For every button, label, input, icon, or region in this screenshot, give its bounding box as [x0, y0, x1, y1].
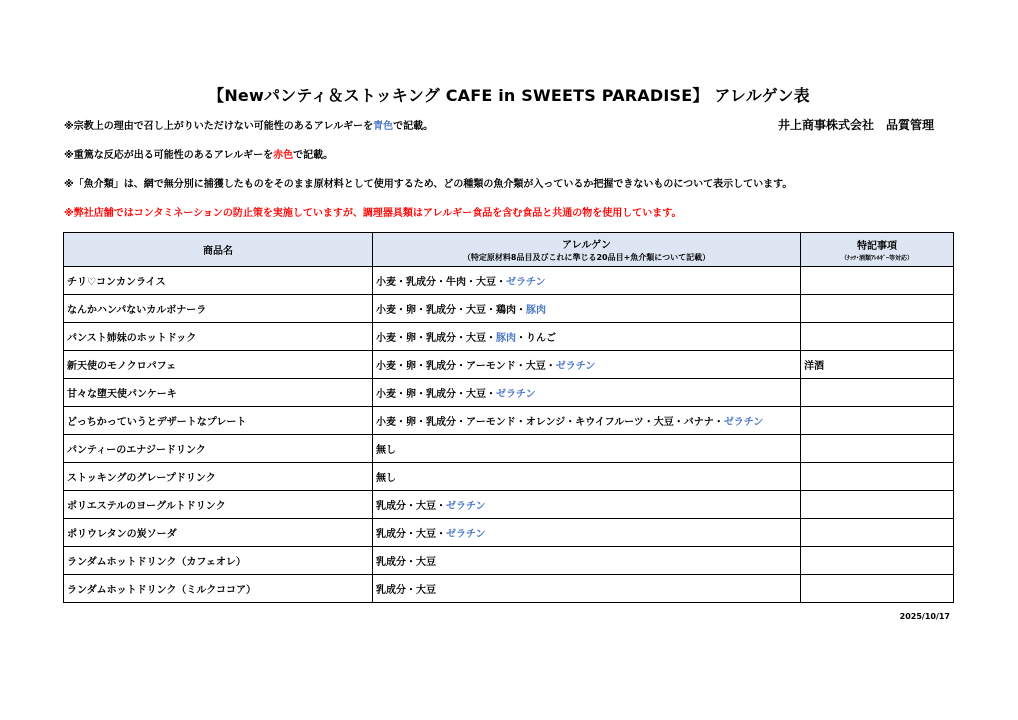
allergen-text: 乳成分・大豆・ — [376, 529, 446, 540]
special-note-cell — [801, 575, 954, 603]
religious-note-text: ※宗教上の理由で召し上がりいただけない可能性のあるアレルギーを — [64, 121, 374, 132]
special-note-cell — [801, 407, 954, 435]
product-name-cell: どっちかっていうとデザートなプレート — [64, 407, 373, 435]
allergen-text: 乳成分・大豆 — [376, 585, 436, 596]
page-title: 【Newパンティ＆ストッキング CAFE in SWEETS PARADISE】 アレルゲン表 — [208, 86, 810, 105]
special-note-cell — [801, 547, 954, 575]
allergen-highlight: ゼラチン — [446, 501, 486, 512]
header-allergen — [373, 233, 801, 267]
allergen-cell — [373, 575, 801, 603]
table-row — [64, 351, 954, 379]
allergen-highlight: 豚肉 — [526, 305, 546, 316]
product-name-cell: ポリウレタンの炭ソーダ — [64, 519, 373, 547]
contamination-note: ※弊社店舗ではコンタミネーションの防止策を実施していますが、調理器具類はアレルギー食品を含む食品と共通の物を使用しています。 — [64, 208, 682, 219]
table-row — [64, 547, 954, 575]
product-name-cell: パンスト姉妹のホットドック — [64, 323, 373, 351]
table-header-row — [64, 233, 954, 267]
product-name-cell: ランダムホットドリンク（ミルクココア） — [64, 575, 373, 603]
allergen-text: 小麦・卵・乳成分・大豆・ — [376, 333, 496, 344]
allergen-cell — [373, 463, 801, 491]
allergen-cell — [373, 547, 801, 575]
allergen-cell — [373, 407, 801, 435]
allergen-cell — [373, 323, 801, 351]
header-notes-sub: （ﾅｯﾂ･酒類ｱﾚﾙｷﾞｰ等対応） — [840, 255, 913, 262]
severe-note-suffix: で記載。 — [293, 150, 334, 161]
allergen-text: ・りんご — [516, 333, 556, 344]
table-row — [64, 463, 954, 491]
allergen-highlight: ゼラチン — [506, 277, 546, 288]
allergen-highlight: ゼラチン — [555, 361, 596, 372]
product-name-cell: チリ♡コンカンライス — [64, 267, 373, 295]
product-name-cell: ランダムホットドリンク（カフェオレ） — [64, 547, 373, 575]
allergen-text: 小麦・卵・乳成分・アーモンド・オレンジ・キウイフルーツ・大豆・バナナ・ — [376, 417, 724, 428]
product-name-cell: 甘々な堕天使パンケーキ — [64, 379, 373, 407]
allergen-cell — [373, 267, 801, 295]
table-row — [64, 407, 954, 435]
allergen-text: 無し — [376, 473, 396, 484]
table-row — [64, 267, 954, 295]
special-note-cell — [801, 323, 954, 351]
allergen-cell — [373, 435, 801, 463]
issue-date: 2025/10/17 — [899, 612, 950, 621]
special-note-cell — [801, 379, 954, 407]
allergen-text: 乳成分・大豆・ — [376, 501, 446, 512]
allergen-text: 無し — [376, 445, 396, 456]
allergen-text: 小麦・卵・乳成分・アーモンド・大豆・ — [376, 361, 556, 372]
special-note-cell: 洋酒 — [801, 351, 954, 379]
religious-note — [64, 117, 433, 132]
header-product-label: 商品名 — [203, 246, 233, 257]
special-note-cell — [801, 519, 954, 547]
company-name: 井上商事株式会社 品質管理 — [777, 118, 934, 132]
table-row — [64, 379, 954, 407]
allergen-highlight: ゼラチン — [496, 389, 536, 400]
table-row — [64, 575, 954, 603]
special-note-cell — [801, 435, 954, 463]
allergen-text: 小麦・卵・乳成分・大豆・ — [376, 389, 496, 400]
product-name-cell: なんかハンパないカルボナーラ — [64, 295, 373, 323]
allergen-cell — [373, 379, 801, 407]
header-allergen-label: アレルゲン — [562, 240, 611, 251]
severe-note-text: ※重篤な反応が出る可能性のあるアレルギーを — [64, 150, 274, 161]
allergen-cell — [373, 295, 801, 323]
header-product — [64, 233, 373, 267]
table-row — [64, 519, 954, 547]
allergen-cell — [373, 351, 801, 379]
header-notes-label: 特記事項 — [857, 241, 897, 252]
allergen-table — [63, 232, 954, 603]
table-row — [64, 323, 954, 351]
table-body — [64, 267, 954, 603]
special-note-cell — [801, 491, 954, 519]
product-name-cell: パンティーのエナジードリンク — [64, 435, 373, 463]
allergen-cell — [373, 491, 801, 519]
table-row — [64, 295, 954, 323]
table-row — [64, 435, 954, 463]
severe-note — [64, 146, 333, 161]
table-row — [64, 491, 954, 519]
religious-note-suffix: で記載。 — [393, 121, 434, 132]
header-allergen-sub: （特定原材料8品目及びこれに準じる20品目+魚介類について記載） — [462, 253, 711, 262]
special-note-cell — [801, 295, 954, 323]
red-color-word: 赤色 — [273, 150, 294, 161]
allergen-highlight: 豚肉 — [496, 333, 516, 344]
allergen-highlight: ゼラチン — [723, 417, 764, 428]
fish-note: ※「魚介類」は、網で無分別に捕獲したものをそのまま原材料として使用するため、どの種類の魚介類が入っているか把握できないものについて表示しています。 — [64, 179, 793, 190]
allergen-cell — [373, 519, 801, 547]
special-note-cell — [801, 267, 954, 295]
allergen-highlight: ゼラチン — [446, 529, 486, 540]
allergen-text: 小麦・乳成分・牛肉・大豆・ — [376, 277, 506, 288]
product-name-cell: ポリエステルのヨーグルトドリンク — [64, 491, 373, 519]
product-name-cell: 新天使のモノクロパフェ — [64, 351, 373, 379]
special-note-cell — [801, 463, 954, 491]
header-notes — [801, 233, 954, 267]
product-name-cell: ストッキングのグレープドリンク — [64, 463, 373, 491]
blue-color-word: 青色 — [373, 121, 394, 132]
allergen-text: 小麦・卵・乳成分・大豆・鶏肉・ — [376, 305, 526, 316]
allergen-text: 乳成分・大豆 — [376, 557, 436, 568]
